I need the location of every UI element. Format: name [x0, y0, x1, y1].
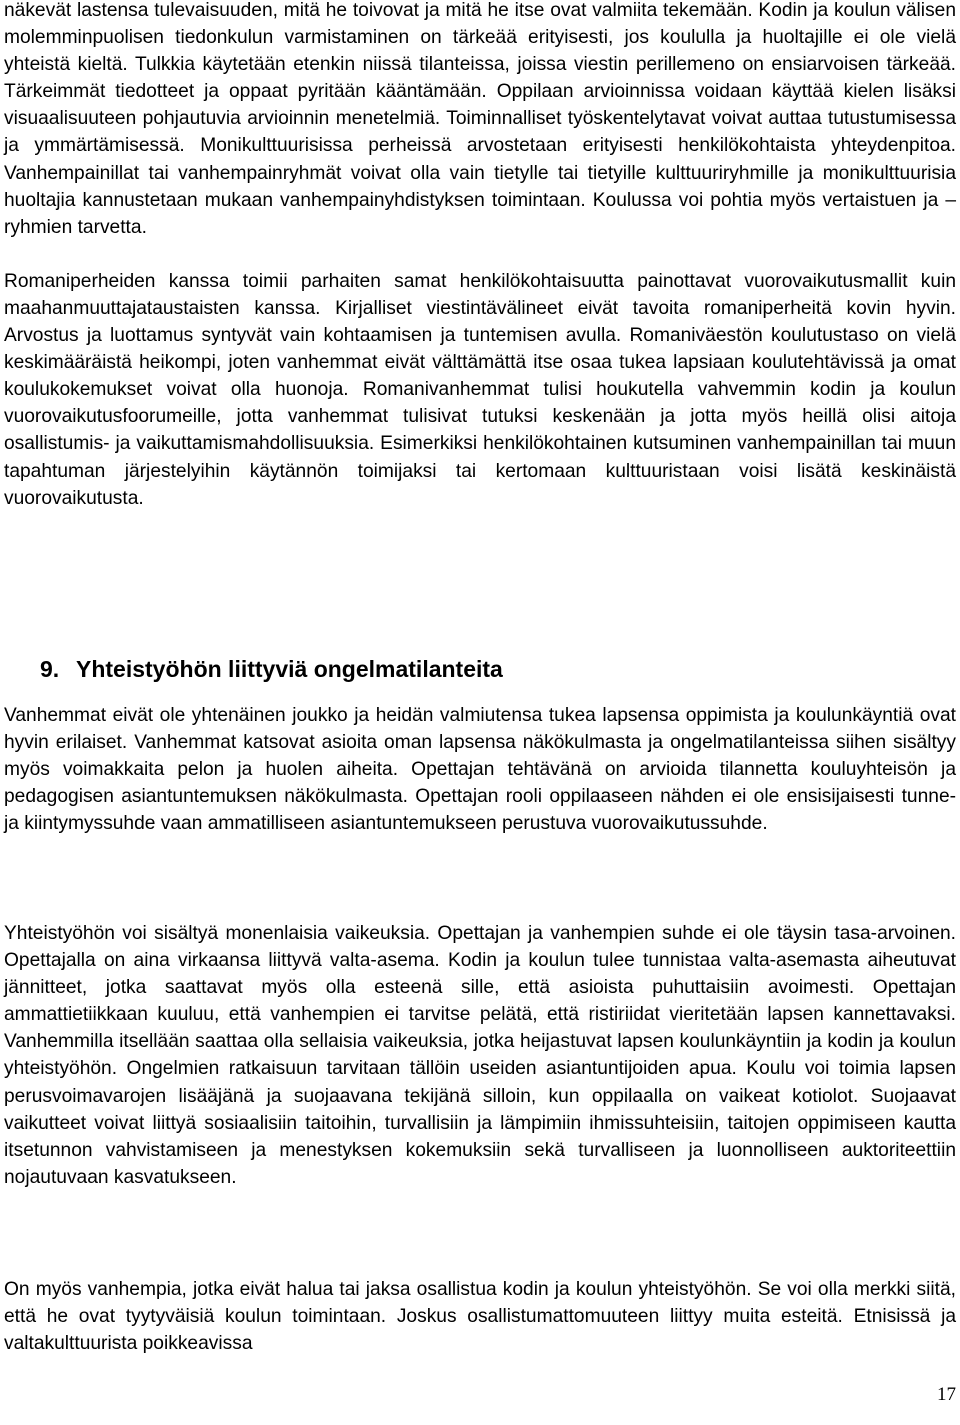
page-number: 17: [937, 1384, 956, 1405]
section-number: 9.: [40, 656, 60, 682]
paragraph-cooperation-difficulties: Yhteistyöhön voi sisältyä monenlaisia vaikeuksia. Opettajan ja vanhempien suhde ei ole täysin tasa-arvoinen. Opettajalla on aina virkaansa liittyvä valta-asema. Kodin ja koulun tulee tunnistaa valta-asemasta aiheutuvat jännitteet, jotka saattavat myös olla esteenä sille, että asioista puhuttaisiin avoimesti. Opettajan ammattietiikkaan kuuluu, että vanhempien ei tarvitse pelätä, että ristiriidat vieritetään lapsen kannettavaksi. Vanhemmilla itsellään saattaa olla sellaisia vaikeuksia, jotka heijastuvat lapsen koulunkäyntiin ja kodin ja koulun yhteistyöhön. Ongelmien ratkaisuun tarvitaan tällöin useiden asiantuntijoiden apua. Koulu voi toimia lapsen perusvoimavarojen lisääjänä ja suojaavana tekijänä silloin, kun oppilaalla on vaikeat kotiolot. Suojaavat vaikutteet voivat liittyä sosiaalisiin taitoihin, turvallisiin ja lämpimiin ihmissuhteisiin, taitojen oppimiseen kautta itsetunnon vahvistamiseen ja menestyksen kokemuksiin sekä turvalliseen ja luonnolliseen auktoriteettiin nojautuvaan kasvatukseen.: [4, 923, 956, 1188]
paragraph-multicultural-communication: näkevät lastensa tulevaisuuden, mitä he toivovat ja mitä he itse ovat valmiita tekemään. Kodin ja koulun välisen molemminpuolisen tiedonkulun varmistaminen on tärkeää erityisesti, jos koululla ja huoltajille ei ole vielä yhteistä kieltä. Tulkkia käytetään etenkin niissä tilanteissa, joissa viestin perillemeno on ensiarvoisen tärkeää. Tärkeimmät tiedotteet ja oppaat pyritään kääntämään. Oppilaan arvioinnissa voidaan käyttää kielen lisäksi visuaalisuuteen pohjautuvia arvioinnin menetelmiä. Toiminnalliset työskentelytavat voivat auttaa tutustumisessa ja ymmärtämisessä. Monikulttuurisissa perheissä arvostetaan erityisesti henkilökohtaista yhteydenpitoa. Vanhempainillat tai vanhempainryhmät voivat olla vain tietylle tai tietyille kulttuuriryhmille ja monikulttuurisia huoltajia kannustetaan mukaan vanhempainyhdistyksen toimintaan. Koulussa voi pohtia myös vertaistuen ja – ryhmien tarvetta.: [4, 0, 956, 238]
section-heading: [40, 654, 503, 684]
paragraph-non-participating-parents: On myös vanhempia, jotka eivät halua tai jaksa osallistua kodin ja koulun yhteistyöhön. Se voi olla merkki siitä, että he ovat tyytyväisiä koulun toimintaan. Joskus osallistumattomuuteen liittyy muita esteitä. Etnisissä ja valtakulttuurista poikkeavissa: [4, 1279, 956, 1355]
paragraph-roma-families: Romaniperheiden kanssa toimii parhaiten samat henkilökohtaisuutta painottavat vuorovaikutusmallit kuin maahanmuuttajataustaisten kanssa. Kirjalliset viestintävälineet eivät tavoita romaniperheitä kovin hyvin. Arvostus ja luottamus syntyvät vain kohtaamisen ja tuntemisen avulla. Romaniväestön koulutustaso on vielä keskimääräistä heikompi, joten vanhemmat eivät välttämättä itse osaa tukea lapsiaan koulutehtävissä ja omat koulukokemukset voivat olla huonoja. Romanivanhemmat tulisi houkutella vahvemmin kodin ja koulun vuorovaikutusfoorumeille, jotta vanhemmat tulisivat tutuksi keskenään ja jotta myös heillä olisi aitoja osallistumis- ja vaikuttamismahdollisuuksia. Esimerkiksi henkilökohtainen kutsuminen vanhempainillan tai muun tapahtuman järjestelyihin käytännön toimijaksi tai kertomaan kulttuuristaan voisi lisätä keskinäistä vuorovaikutusta.: [4, 270, 956, 509]
paragraph-parents-diversity: Vanhemmat eivät ole yhtenäinen joukko ja heidän valmiutensa tukea lapsensa oppimista ja koulunkäyntiä ovat hyvin erilaiset. Vanhemmat katsovat asioita oman lapsensa näkökulmasta ja ongelmatilanteissa siihen sisältyy myös voimakkaita pelon ja huolen aiheita. Opettajan tehtävänä on arvioida tilannetta kouluyhteisön ja pedagogisen asiantuntemuksen näkökulmasta. Opettajan rooli oppilaaseen nähden ei ole ensisijaisesti tunne- ja kiintymyssuhde vaan ammatilliseen asiantuntemukseen perustuva vuorovaikutussuhde.: [4, 705, 956, 835]
section-title: Yhteistyöhön liittyviä ongelmatilanteita: [76, 656, 503, 682]
document-page: [4, 0, 956, 1355]
